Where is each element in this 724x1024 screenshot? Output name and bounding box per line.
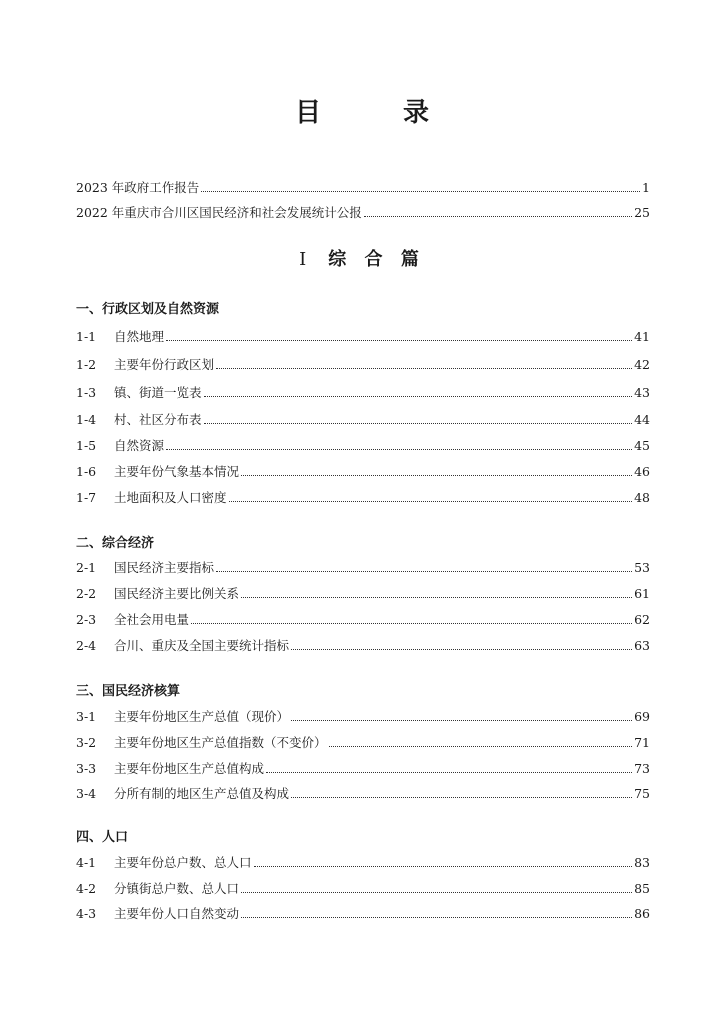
toc-entry-title: 2023 年政府工作报告: [76, 180, 200, 195]
section-heading: 一、行政区划及自然资源: [76, 302, 220, 317]
toc-entry[interactable]: [76, 757, 650, 777]
toc-entry-code: 3-3: [76, 761, 97, 776]
dot-leader: [266, 772, 632, 773]
toc-entry-page: 75: [634, 786, 650, 801]
toc-entry-title: 镇、街道一览表: [114, 385, 202, 400]
toc-entry[interactable]: [76, 381, 650, 401]
dot-leader: [241, 917, 632, 918]
section-heading: 四、人口: [76, 830, 129, 845]
toc-entry-title: 主要年份地区生产总值（现价）: [114, 709, 290, 724]
toc-entry-page: 46: [634, 464, 650, 479]
toc-entry[interactable]: [76, 434, 650, 454]
toc-entry-page: 44: [634, 412, 650, 427]
dot-leader: [216, 368, 632, 369]
toc-entry-code: 1-6: [76, 464, 97, 479]
toc-entry-code: 1-3: [76, 385, 97, 400]
part-name: 综 合 篇: [328, 249, 425, 270]
toc-entry-page: 61: [634, 586, 650, 601]
toc-entry-title: 分镇街总户数、总人口: [114, 881, 240, 896]
dot-leader: [241, 597, 632, 598]
toc-entry-code: 1-4: [76, 412, 97, 427]
dot-leader: [229, 501, 633, 502]
toc-entry[interactable]: [76, 705, 650, 725]
toc-entry-title: 主要年份地区生产总值指数（不变价）: [114, 735, 327, 750]
toc-entry[interactable]: [76, 634, 650, 654]
toc-entry-page: 48: [634, 490, 650, 505]
toc-entry-code: 3-1: [76, 709, 97, 724]
dot-leader: [241, 892, 632, 893]
toc-entry-code: 3-2: [76, 735, 97, 750]
toc-entry[interactable]: [76, 176, 650, 196]
section-heading: 三、国民经济核算: [76, 684, 181, 699]
dot-leader: [291, 649, 632, 650]
toc-entry-code: 3-4: [76, 786, 97, 801]
part-numeral: I: [299, 249, 307, 270]
toc-entry[interactable]: [76, 325, 650, 345]
toc-entry-page: 1: [642, 180, 650, 195]
toc-entry-title: 主要年份地区生产总值构成: [114, 761, 265, 776]
toc-entry-code: 1-5: [76, 438, 97, 453]
part-heading: [0, 245, 724, 271]
toc-entry-title: 土地面积及人口密度: [114, 490, 227, 505]
dot-leader: [166, 340, 632, 341]
toc-entry-code: 2-3: [76, 612, 97, 627]
toc-entry-page: 45: [634, 438, 650, 453]
toc-entry[interactable]: [76, 201, 650, 221]
toc-entry-page: 83: [634, 855, 650, 870]
toc-entry-title: 国民经济主要比例关系: [114, 586, 240, 601]
toc-entry[interactable]: [76, 782, 650, 802]
dot-leader: [204, 396, 633, 397]
toc-entry[interactable]: [76, 408, 650, 428]
toc-entry-title: 国民经济主要指标: [114, 560, 215, 575]
toc-entry-page: 53: [634, 560, 650, 575]
toc-entry-code: 1-2: [76, 357, 97, 372]
dot-leader: [364, 216, 632, 217]
toc-entry[interactable]: [76, 556, 650, 576]
toc-entry[interactable]: [76, 731, 650, 751]
toc-entry-page: 85: [634, 881, 650, 896]
toc-entry-page: 69: [634, 709, 650, 724]
toc-entry[interactable]: [76, 851, 650, 871]
dot-leader: [191, 623, 632, 624]
toc-entry-code: 4-3: [76, 906, 97, 921]
dot-leader: [201, 191, 640, 192]
toc-entry-title: 分所有制的地区生产总值及构成: [114, 786, 290, 801]
toc-entry-title: 主要年份人口自然变动: [114, 906, 240, 921]
section-heading: 二、综合经济: [76, 536, 155, 551]
toc-entry-title: 主要年份行政区划: [114, 357, 215, 372]
toc-entry-title: 2022 年重庆市合川区国民经济和社会发展统计公报: [76, 205, 362, 220]
toc-entry-title: 自然资源: [114, 438, 165, 453]
toc-entry-page: 71: [634, 735, 650, 750]
toc-entry-page: 42: [634, 357, 650, 372]
toc-entry[interactable]: [76, 486, 650, 506]
toc-entry-code: 1-1: [76, 329, 97, 344]
toc-entry-title: 主要年份总户数、总人口: [114, 855, 252, 870]
toc-entry-title: 村、社区分布表: [114, 412, 202, 427]
toc-entry-code: 2-4: [76, 638, 97, 653]
toc-entry-page: 63: [634, 638, 650, 653]
toc-entry-code: 4-2: [76, 881, 97, 896]
dot-leader: [216, 571, 632, 572]
toc-entry-page: 73: [634, 761, 650, 776]
toc-entry-code: 2-2: [76, 586, 97, 601]
toc-entry-title: 合川、重庆及全国主要统计指标: [114, 638, 290, 653]
toc-entry[interactable]: [76, 460, 650, 480]
toc-entry-page: 25: [634, 205, 650, 220]
dot-leader: [254, 866, 633, 867]
toc-entry-page: 86: [634, 906, 650, 921]
toc-entry[interactable]: [76, 877, 650, 897]
toc-entry-title: 主要年份气象基本情况: [114, 464, 240, 479]
toc-entry[interactable]: [76, 902, 650, 922]
toc-entry-code: 2-1: [76, 560, 97, 575]
dot-leader: [329, 746, 633, 747]
toc-entry[interactable]: [76, 353, 650, 373]
toc-entry-code: 4-1: [76, 855, 97, 870]
toc-entry[interactable]: [76, 582, 650, 602]
dot-leader: [291, 720, 632, 721]
toc-entry-code: 1-7: [76, 490, 97, 505]
toc-entry[interactable]: [76, 608, 650, 628]
toc-entry-page: 43: [634, 385, 650, 400]
toc-entry-page: 41: [634, 329, 650, 344]
dot-leader: [166, 449, 632, 450]
toc-entry-page: 62: [634, 612, 650, 627]
page-title: 目 录: [294, 98, 457, 128]
dot-leader: [241, 475, 632, 476]
dot-leader: [291, 797, 632, 798]
toc-entry-title: 全社会用电量: [114, 612, 190, 627]
toc-entry-title: 自然地理: [114, 329, 165, 344]
dot-leader: [204, 423, 633, 424]
